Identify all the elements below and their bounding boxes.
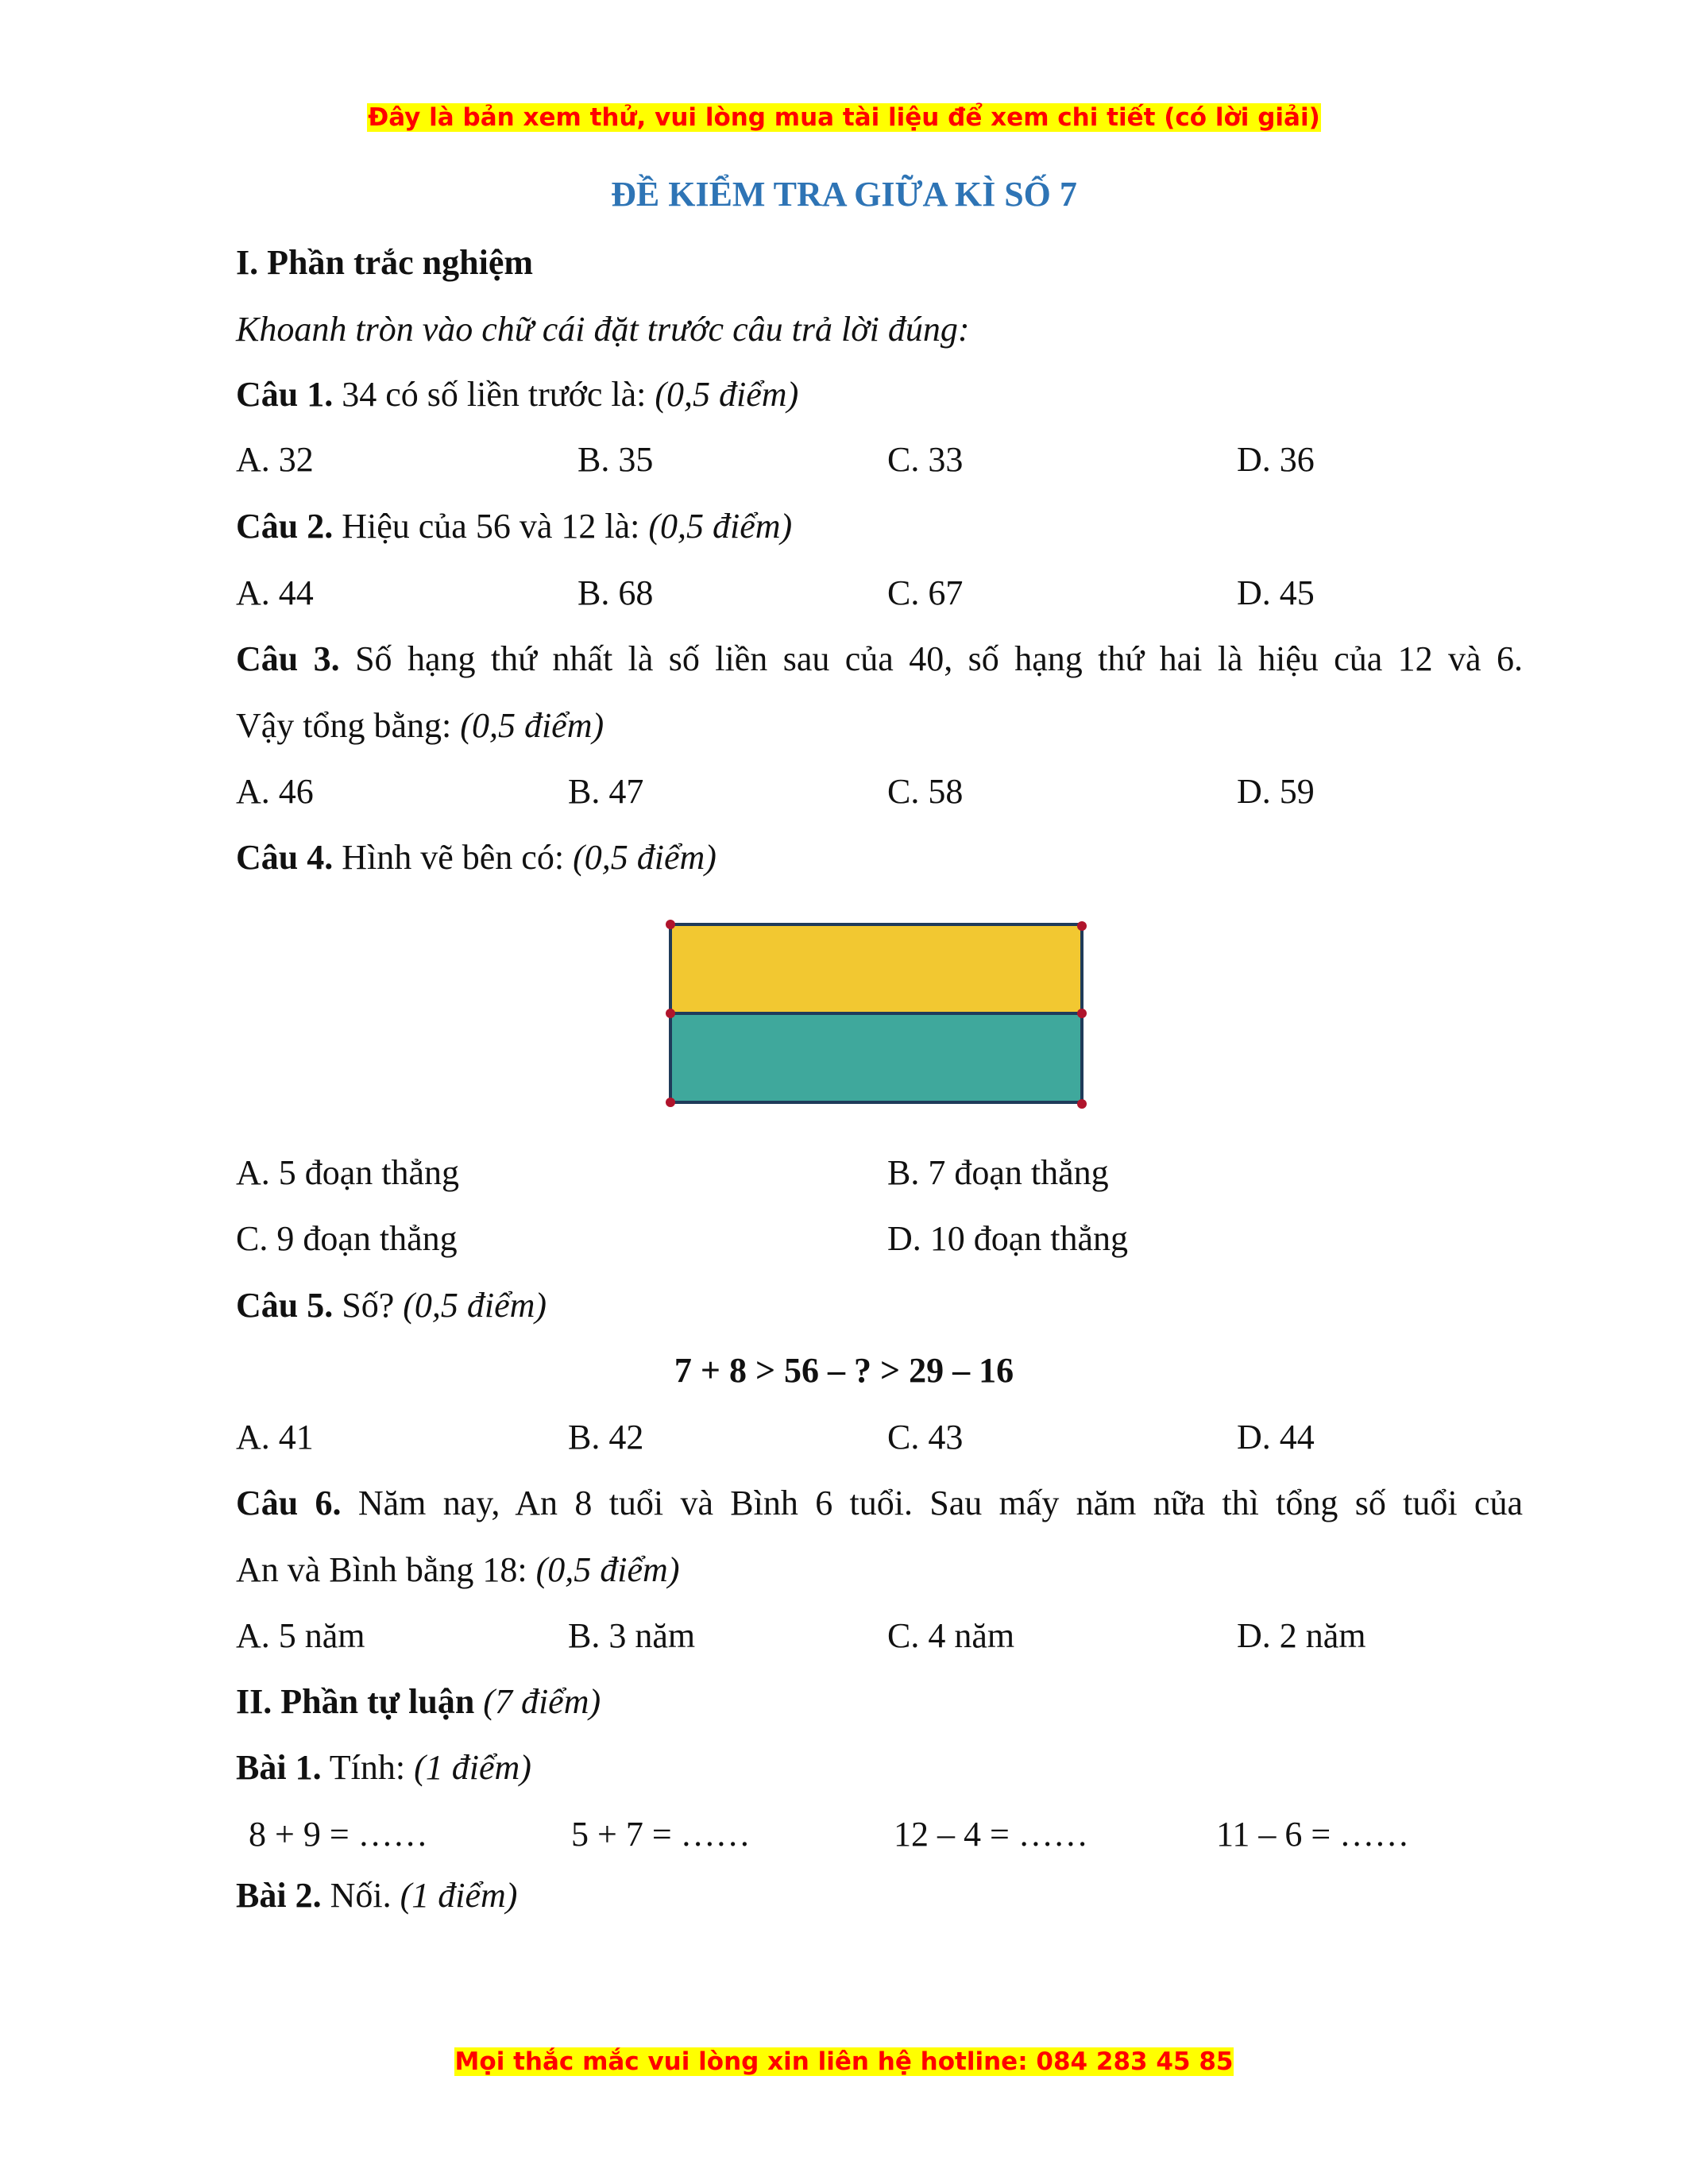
hotline-banner-text: Mọi thắc mắc vui lòng xin liên hệ hotline: 084 283 45 85: [454, 2047, 1234, 2076]
part1-instruction: Khoanh tròn vào chữ cái đặt trước câu trả lời đúng:: [236, 310, 970, 349]
q6-option-a[interactable]: A. 5 năm: [236, 1616, 365, 1655]
ex1-item-1[interactable]: 8 + 9 = ……: [249, 1815, 428, 1854]
q4-option-a[interactable]: A. 5 đoạn thẳng: [236, 1153, 460, 1192]
q1-option-d[interactable]: D. 36: [1237, 440, 1315, 479]
ex1-item-4[interactable]: 11 – 6 = ……: [1216, 1815, 1410, 1854]
q1-option-c[interactable]: C. 33: [887, 440, 964, 479]
q2-option-d[interactable]: D. 45: [1237, 573, 1315, 612]
q3-option-b[interactable]: B. 47: [568, 772, 644, 811]
exercise-2: Bài 2. Nối. (1 điểm): [236, 1876, 518, 1915]
question-4: Câu 4. Hình vẽ bên có: (0,5 điểm): [236, 838, 717, 877]
ex1-item-3[interactable]: 12 – 4 = ……: [894, 1815, 1088, 1854]
point-mid-right: [1077, 1009, 1087, 1018]
question-6: Câu 6. Năm nay, An 8 tuổi và Bình 6 tuổi. Sau mấy năm nữa thì tổng số tuổi của: [236, 1484, 1523, 1522]
question-2: Câu 2. Hiệu của 56 và 12 là: (0,5 điểm): [236, 507, 793, 546]
question-1: Câu 1. 34 có số liền trước là: (0,5 điểm): [236, 375, 799, 414]
exercise-1: Bài 1. Tính: (1 điểm): [236, 1748, 531, 1787]
bottom-rectangle: [670, 1013, 1082, 1102]
q3-option-d[interactable]: D. 59: [1237, 772, 1315, 811]
q4-option-d[interactable]: D. 10 đoạn thẳng: [887, 1219, 1129, 1258]
part1-heading: I. Phần trắc nghiệm: [236, 243, 533, 282]
question-3-line2: Vậy tổng bằng: (0,5 điểm): [236, 706, 605, 745]
q3-option-c[interactable]: C. 58: [887, 772, 964, 811]
page-title: ĐỀ KIỂM TRA GIỮA KÌ SỐ 7: [611, 175, 1077, 214]
preview-banner: [0, 102, 1688, 133]
question-5: Câu 5. Số? (0,5 điểm): [236, 1286, 547, 1325]
q6-option-c[interactable]: C. 4 năm: [887, 1616, 1015, 1655]
q1-option-b[interactable]: B. 35: [577, 440, 654, 479]
q6-option-b[interactable]: B. 3 năm: [568, 1616, 696, 1655]
q5-option-c[interactable]: C. 43: [887, 1418, 964, 1457]
hotline-banner: [0, 2046, 1688, 2078]
question-6-line2: An và Bình bằng 18: (0,5 điểm): [236, 1550, 680, 1589]
q2-option-b[interactable]: B. 68: [577, 573, 654, 612]
q2-option-c[interactable]: C. 67: [887, 573, 964, 612]
q6-option-d[interactable]: D. 2 năm: [1237, 1616, 1366, 1655]
part2-heading: II. Phần tự luận (7 điểm): [236, 1682, 601, 1721]
q5-option-b[interactable]: B. 42: [568, 1418, 644, 1457]
q5-expression: 7 + 8 > 56 – ? > 29 – 16: [674, 1351, 1014, 1390]
two-rectangles-figure: [664, 916, 1093, 1112]
ex1-item-2[interactable]: 5 + 7 = ……: [571, 1815, 751, 1854]
top-rectangle: [670, 924, 1082, 1013]
q5-option-d[interactable]: D. 44: [1237, 1418, 1315, 1457]
question-3: Câu 3. Số hạng thứ nhất là số liền sau của 40, số hạng thứ hai là hiệu của 12 và 6.: [236, 639, 1524, 678]
q2-option-a[interactable]: A. 44: [236, 573, 314, 612]
point-top-left: [666, 920, 675, 929]
point-top-right: [1077, 921, 1087, 931]
preview-banner-text: Đây là bản xem thử, vui lòng mua tài liệu để xem chi tiết (có lời giải): [368, 103, 1320, 132]
q4-option-b[interactable]: B. 7 đoạn thẳng: [887, 1153, 1109, 1192]
q3-option-a[interactable]: A. 46: [236, 772, 314, 811]
point-bottom-right: [1077, 1099, 1087, 1109]
q4-option-c[interactable]: C. 9 đoạn thẳng: [236, 1219, 458, 1258]
point-bottom-left: [666, 1098, 675, 1107]
q5-option-a[interactable]: A. 41: [236, 1418, 314, 1457]
q1-option-a[interactable]: A. 32: [236, 440, 314, 479]
point-mid-left: [666, 1009, 675, 1018]
